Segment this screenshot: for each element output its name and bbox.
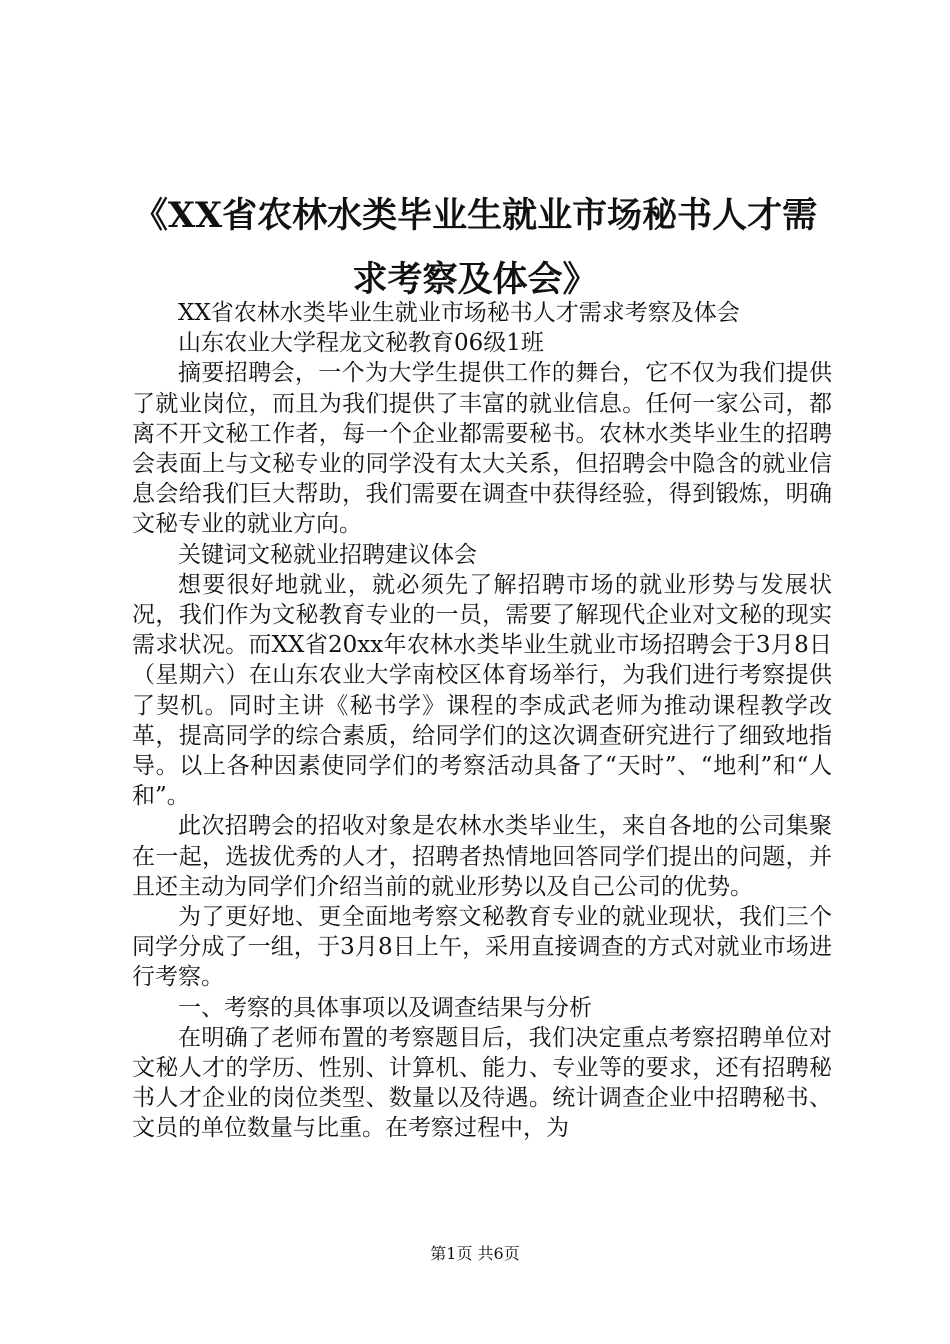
paragraph-details: 在明确了老师布置的考察题目后，我们决定重点考察招聘单位对文秘人才的学历、性别、计算机、能力、专业等的要求，还有招聘秘书人才企业的岗位类型、数量以及待遇。统计调查企业中招聘秘书、文员的单位数量与比重。在考察过程中，为 [132,1024,832,1142]
paragraph-intro: 想要很好地就业，就必须先了解招聘市场的就业形势与发展状况，我们作为文秘教育专业的一员，需要了解现代企业对文秘的现实需求状况。而XX省20xx年农林水类毕业生就业市场招聘会于3月8日（星期六）在山东农业大学南校区体育场举行，为我们进行考察提供了契机。同时主讲《秘书学》课程的李成武老师为推动课程教学改革，提高同学的综合素质，给同学们的这次调查研究进行了细致地指导。以上各种因素使同学们的考察活动具备了“天时”、“地利”和“人和”。 [132,571,832,810]
paragraph-author: 山东农业大学程龙文秘教育06级1班 [178,330,544,357]
page-footer: 第1页 共6页 [430,1244,520,1263]
paragraph-recruitment: 此次招聘会的招收对象是农林水类毕业生，来自各地的公司集聚在一起，选拔优秀的人才，招聘者热情地回答同学们提出的问题，并且还主动为同学们介绍当前的就业形势以及自己公司的优势。 [132,813,832,900]
document-title: 《XX省农林水类毕业生就业市场秘书人才需求考察及体会》 [132,195,818,300]
section-heading: 一、考察的具体事项以及调查结果与分析 [178,994,592,1021]
paragraph-subtitle: XX省农林水类毕业生就业市场秘书人才需求考察及体会 [178,300,740,326]
document-body [132,298,832,1144]
paragraph-keywords: 关键词文秘就业招聘建议体会 [178,541,477,568]
paragraph-method: 为了更好地、更全面地考察文秘教育专业的就业现状，我们三个同学分成了一组，于3月8日上午，采用直接调查的方式对就业市场进行考察。 [132,904,832,991]
paragraph-abstract: 摘要招聘会，一个为大学生提供工作的舞台，它不仅为我们提供了就业岗位，而且为我们提供了丰富的就业信息。任何一家公司，都离不开文秘工作者，每一个企业都需要秘书。农林水类毕业生的招聘会表面上与文秘专业的同学没有太大关系，但招聘会中隐含的就业信息会给我们巨大帮助，我们需要在调查中获得经验，得到锻炼，明确文秘专业的就业方向。 [132,360,832,538]
